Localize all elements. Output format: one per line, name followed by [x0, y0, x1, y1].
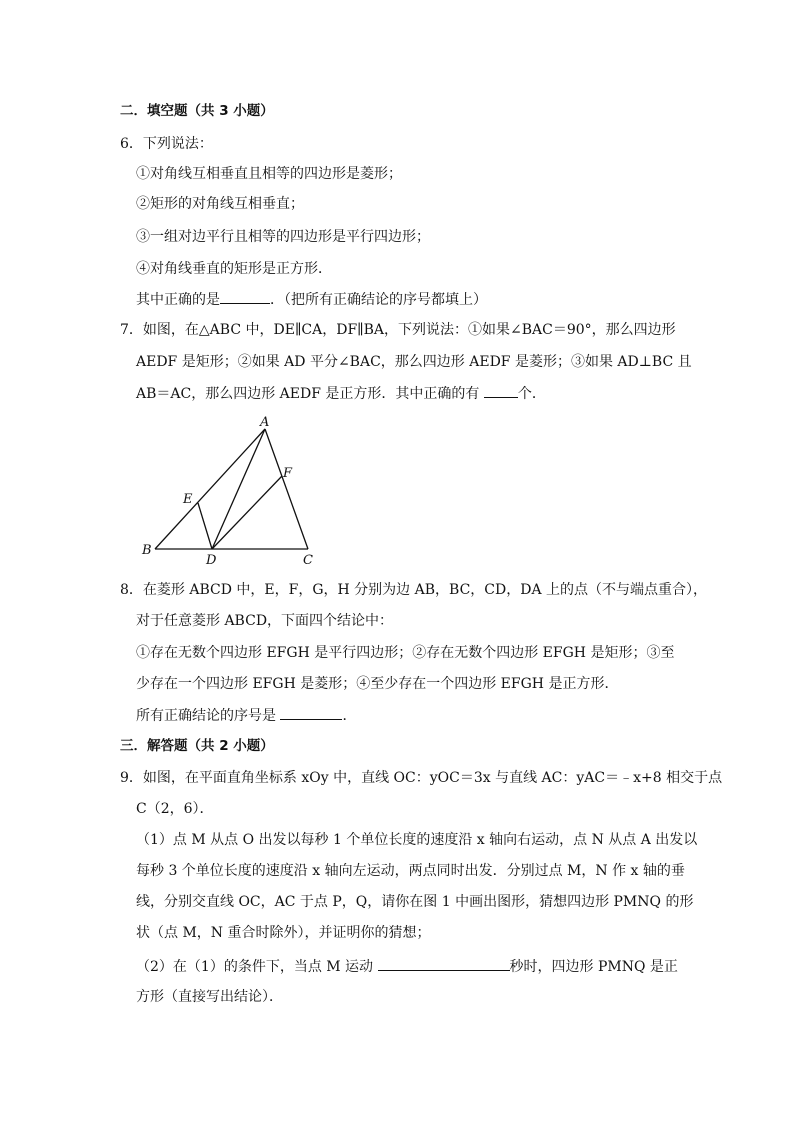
- label-d: D: [206, 553, 217, 568]
- q7-line-1: 7．如图，在△ABC 中，DE∥CA，DF∥BA，下列说法：①如果∠BAC＝90°，那么四边形: [120, 322, 676, 338]
- q7-answer-blank[interactable]: [484, 383, 518, 398]
- q9-part2-line-2: 方形（直接写出结论）．: [136, 989, 283, 1005]
- q7-line-2: AEDF 是矩形；②如果 AD 平分∠BAC，那么四边形 AEDF 是菱形；③如果 AD⊥BC 且: [136, 354, 692, 370]
- section-2-title: 二．填空题（共 3 小题）: [120, 103, 274, 119]
- q8-line-4: 少存在一个四边形 EFGH 是菱形；④至少存在一个四边形 EFGH 是正方形．: [136, 676, 619, 692]
- q9-line-1: 9．如图，在平面直角坐标系 xOy 中，直线 OC：yOC＝3x 与直线 AC：yAC＝﹣x+8 相交于点: [120, 770, 723, 786]
- q9-part1-line-1: （1）点 M 从点 O 出发以每秒 1 个单位长度的速度沿 x 轴向右运动，点 N 从点 A 出发以: [136, 832, 698, 848]
- q9-part1-line-3: 线，分别交直线 OC，AC 于点 P，Q，请你在图 1 中画出图形，猜想四边形 PMNQ 的形: [136, 894, 694, 910]
- q9-part2-prefix: （2）在（1）的条件下，当点 M 运动: [136, 959, 374, 975]
- q9-part2-suffix: 秒时，四边形 PMNQ 是正: [509, 959, 678, 975]
- q6-question: [136, 289, 487, 310]
- q6-answer-blank[interactable]: [220, 289, 270, 304]
- q6-ask-suffix: ．（把所有正确结论的序号都填上）: [270, 292, 487, 308]
- q6-item-4: ④对角线垂直的矩形是正方形．: [136, 261, 332, 277]
- label-a: A: [260, 415, 270, 430]
- edge-ab: [155, 429, 265, 549]
- q6-item-3: ③一组对边平行且相等的四边形是平行四边形；: [136, 229, 430, 245]
- q8-question: [136, 705, 356, 726]
- q6-ask-prefix: 其中正确的是: [136, 292, 220, 308]
- label-c: C: [303, 553, 313, 568]
- q6-item-1: ①对角线互相垂直且相等的四边形是菱形；: [136, 166, 402, 182]
- q8-ask-prefix: 所有正确结论的序号是: [136, 708, 276, 724]
- q8-answer-blank[interactable]: [280, 705, 342, 720]
- q8-line-1: 8．在菱形 ABCD 中，E，F，G，H 分别为边 AB，BC，CD，DA 上的点（不与端点重合），: [120, 582, 708, 598]
- label-e: E: [183, 492, 193, 507]
- q7-line-3-prefix: AB＝AC，那么四边形 AEDF 是正方形．其中正确的有: [136, 386, 480, 402]
- q7-triangle-figure: [135, 415, 335, 570]
- q6-stem: 6．下列说法：: [120, 136, 213, 152]
- q9-part2-line-1: [136, 956, 678, 977]
- segment-df: [212, 476, 282, 549]
- q7-line-3: [136, 383, 546, 404]
- q8-ask-suffix: ．: [342, 708, 357, 724]
- q9-part1-line-4: 状（点 M，N 重合时除外），并证明你的猜想；: [136, 925, 431, 941]
- q6-item-2: ②矩形的对角线互相垂直；: [136, 196, 304, 212]
- label-f: F: [283, 466, 293, 481]
- q8-line-2: 对于任意菱形 ABCD，下面四个结论中：: [136, 613, 394, 629]
- q9-answer-blank[interactable]: [378, 956, 510, 971]
- q9-part1-line-2: 每秒 3 个单位长度的速度沿 x 轴向左运动，两点同时出发．分别过点 M，N 作 x 轴的垂: [136, 863, 685, 879]
- segment-ad: [212, 429, 265, 549]
- segment-de: [198, 503, 212, 549]
- q7-line-3-suffix: 个．: [517, 386, 546, 402]
- section-3-title: 三．解答题（共 2 小题）: [120, 738, 274, 754]
- q9-line-2: C（2，6）．: [136, 801, 214, 817]
- edge-ac: [265, 429, 308, 549]
- q8-line-3: ①存在无数个四边形 EFGH 是平行四边形；②存在无数个四边形 EFGH 是矩形；③至: [136, 645, 675, 661]
- label-b: B: [142, 543, 152, 558]
